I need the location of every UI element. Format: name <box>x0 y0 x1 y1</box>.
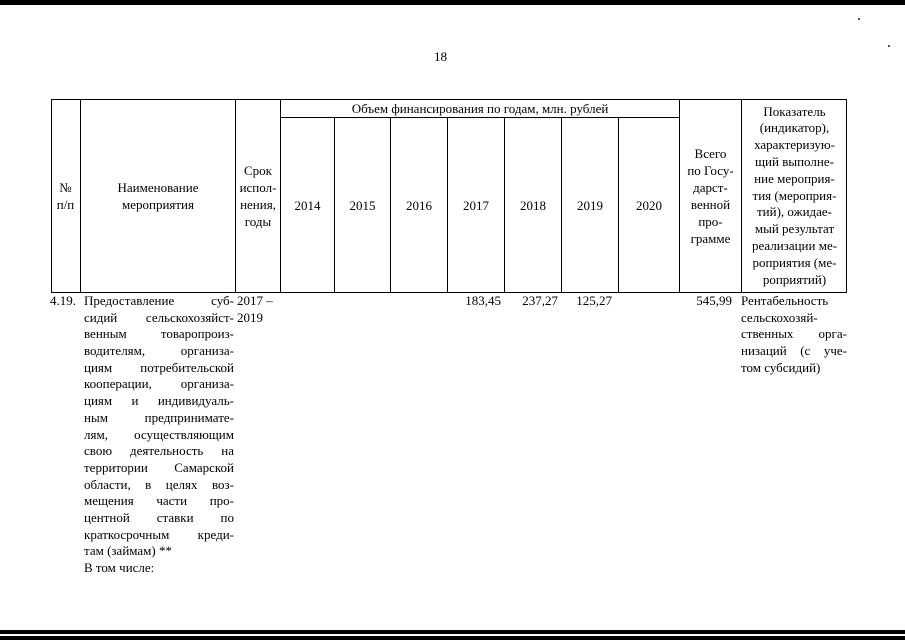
scan-speck <box>888 45 890 47</box>
row-name-line: ным предпринимате- <box>84 409 234 425</box>
row-name-line: краткосрочным креди- <box>84 526 234 542</box>
header-text: (индикатор), <box>759 120 830 136</box>
header-year-2019: 2019 <box>577 198 603 213</box>
header-text: ние мероприя- <box>754 170 835 186</box>
header-text: Показатель <box>763 103 826 119</box>
header-cell-name <box>81 99 235 293</box>
header-text: грамме <box>690 231 731 246</box>
row-name-line: лям, осуществляющим <box>84 426 234 442</box>
header-cell-number <box>51 99 80 293</box>
header-text: роприятия (ме- <box>752 254 837 270</box>
header-cell-funding-title: Объем финансирования по годам, млн. рублей <box>351 100 609 116</box>
header-text: характеризую- <box>754 137 835 153</box>
value-total: 545,99 <box>696 293 732 308</box>
row-name-line: циям и индивидуаль- <box>84 393 234 409</box>
header-text: по Госу- <box>687 163 734 178</box>
header-year-2016: 2016 <box>406 198 432 213</box>
header-text: п/п <box>56 197 75 212</box>
row-term-line: 2017 – <box>237 293 273 308</box>
header-text: годы <box>244 214 272 229</box>
row-name-line: сидий сельскохозяйст- <box>84 309 234 325</box>
row-number: 4.19. <box>50 293 76 308</box>
header-text: венной <box>690 197 731 212</box>
row-name-line: территории Самарской <box>84 459 234 475</box>
scan-bottom-border <box>0 630 905 634</box>
header-text: мый результат <box>754 221 835 237</box>
header-text: мероприятия <box>121 197 194 212</box>
header-text: реализации ме- <box>751 237 838 253</box>
header-year-2015: 2015 <box>349 198 376 213</box>
value-2017: 183,45 <box>465 293 501 308</box>
header-text: Наименование <box>117 180 199 195</box>
header-text: Всего <box>694 146 727 161</box>
header-cell-term <box>236 99 280 293</box>
scan-top-border <box>0 0 905 5</box>
row-name-line: венным товаропроиз- <box>84 326 234 342</box>
footer-text: В том числе: <box>84 560 155 575</box>
row-name-line: свою деятельность на <box>84 443 234 459</box>
row-name-line: Предоставление суб- <box>84 293 234 308</box>
header-year-2020: 2020 <box>636 198 662 213</box>
row-indicator-line: том субсидий) <box>741 359 821 375</box>
row-name-line: циям потребительской <box>84 359 234 375</box>
header-text: № <box>59 180 72 195</box>
row-name-line: центной ставки по <box>84 509 234 525</box>
header-text: тия (мероприя- <box>752 187 837 203</box>
row-indicator <box>741 293 847 376</box>
header-text: тий), ожидае- <box>756 204 833 220</box>
row-term-line: 2019 <box>237 309 263 325</box>
header-text: Срок <box>244 163 272 178</box>
header-year-2018: 2018 <box>520 198 546 213</box>
header-text: щий выполне- <box>755 154 834 169</box>
header-cell-total <box>680 99 741 293</box>
header-year-2014: 2014 <box>294 198 321 213</box>
header-year-2017: 2017 <box>463 198 489 213</box>
row-name-line: водителям, организа- <box>84 343 234 359</box>
header-text: нения, <box>240 197 276 212</box>
scan-speck <box>858 18 860 20</box>
header-text: дарст- <box>693 180 728 195</box>
row-term <box>237 293 273 326</box>
row-name <box>84 293 234 560</box>
row-name-line: мещения части про- <box>84 493 234 509</box>
row-indicator-line: Рентабельность <box>741 293 829 308</box>
header-text: испол- <box>239 180 277 195</box>
row-indicator-line: ственных орга- <box>741 326 847 342</box>
header-text: роприятий) <box>762 271 827 287</box>
row-name-line: там (займам) ** <box>84 543 172 559</box>
row-name-line: области, в целях воз- <box>84 476 234 492</box>
row-indicator-line: сельскохозяй- <box>741 309 818 325</box>
row-indicator-line: низаций (с уче- <box>741 343 847 359</box>
page-number: 18 <box>434 49 447 64</box>
row-name-line: кооперации, организа- <box>84 376 234 392</box>
scan-bottom-border-2 <box>0 636 905 640</box>
header-text: про- <box>698 214 723 229</box>
header-cell-indicator <box>742 99 847 293</box>
value-2019: 125,27 <box>576 293 612 308</box>
value-2018: 237,27 <box>522 293 558 308</box>
